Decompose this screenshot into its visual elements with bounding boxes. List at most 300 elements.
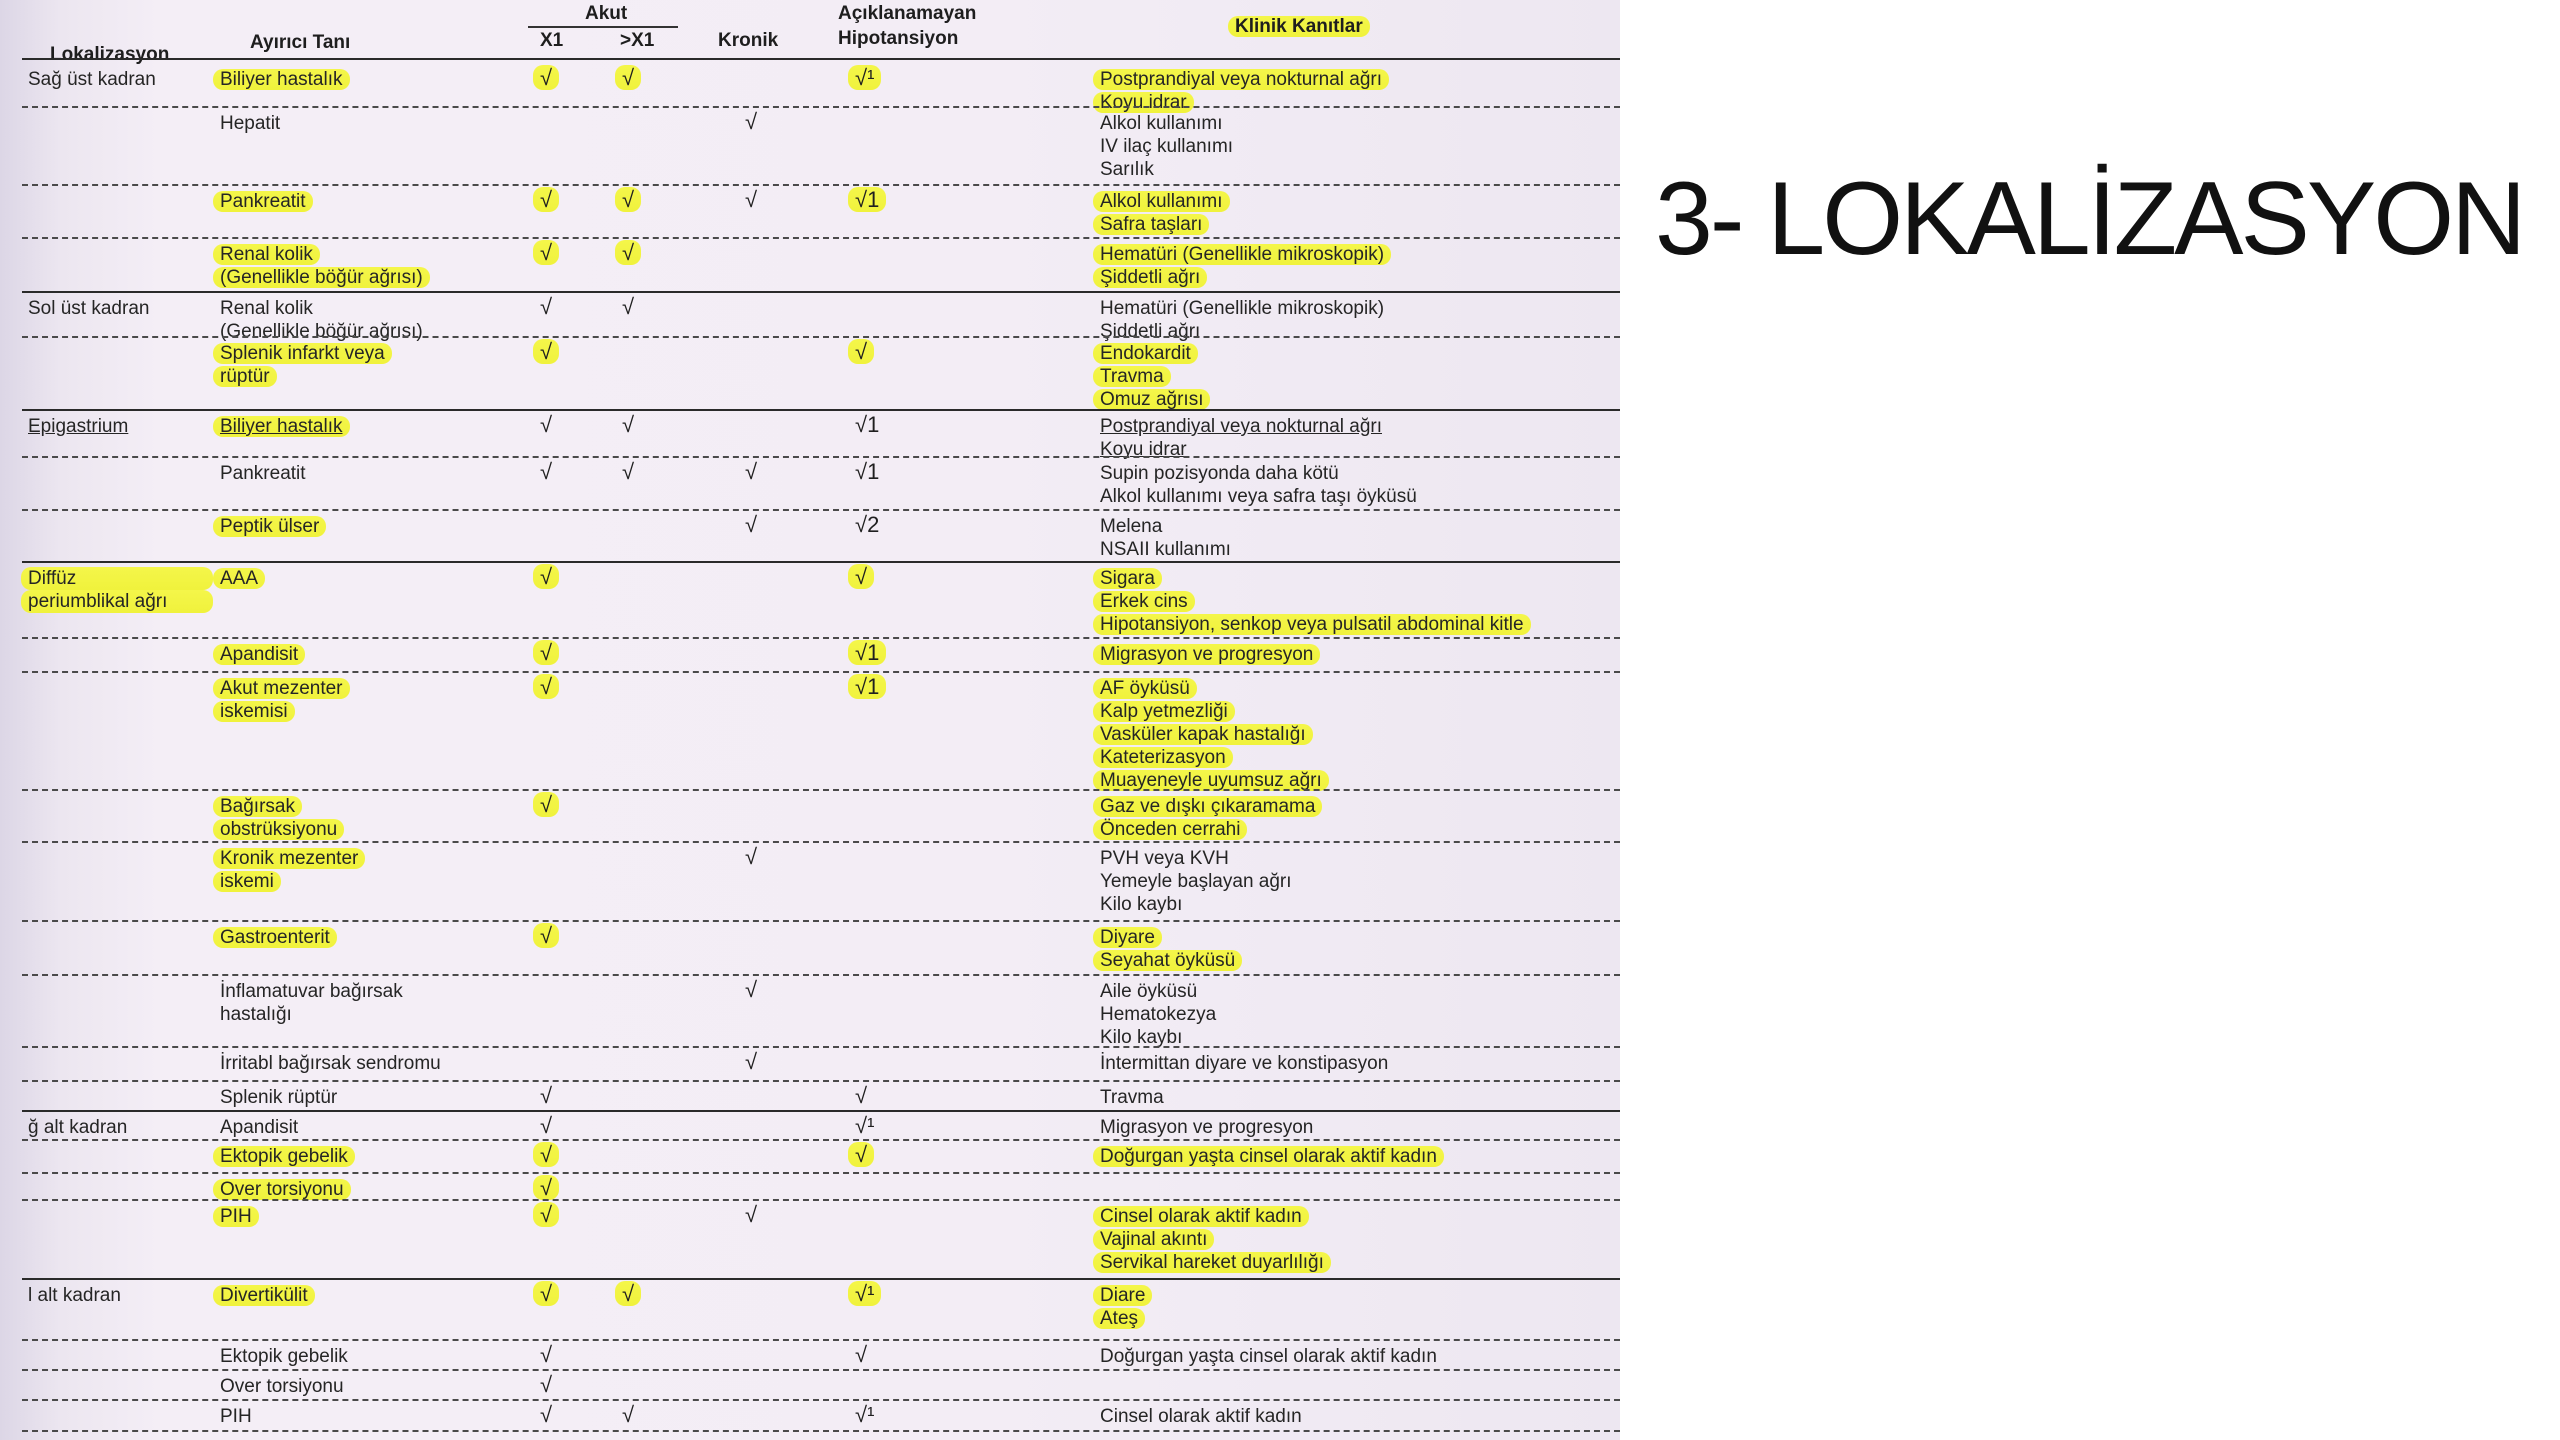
diagnosis-text: Kronik mezenter <box>213 848 365 869</box>
row-location <box>28 68 213 91</box>
row-divider <box>22 106 1620 108</box>
row-divider <box>22 920 1620 922</box>
row-divider <box>22 1199 1620 1201</box>
diagnosis-text: Divertikülit <box>213 1285 315 1306</box>
check-mark-text: √ <box>848 1142 874 1167</box>
header-kronik: Kronik <box>718 30 779 51</box>
row-clinical-evidence <box>1100 795 1620 841</box>
check-mark-text: √¹ <box>848 1281 881 1306</box>
check-mark-text: √ <box>615 240 641 265</box>
row-divider <box>22 1172 1620 1174</box>
row-clinical-evidence <box>1100 1205 1620 1274</box>
evidence-text: Aile öyküsü <box>1100 981 1198 1002</box>
evidence-text: Önceden cerrahi <box>1093 819 1247 840</box>
diagnosis-line <box>220 1086 550 1109</box>
check-mark-text: √ <box>745 187 758 212</box>
check-mark-hip <box>855 1281 881 1307</box>
row-location <box>28 297 213 320</box>
evidence-text: Kilo kaybı <box>1100 1027 1183 1048</box>
evidence-text: Sarılık <box>1100 159 1154 180</box>
check-mark-x1 <box>540 1281 559 1307</box>
location-line: periumblikal ağrı <box>21 590 213 613</box>
diagnosis-line <box>220 1405 550 1428</box>
check-mark-kr <box>745 109 757 135</box>
check-mark-text: √1 <box>848 187 886 212</box>
evidence-text: Endokardit <box>1093 343 1198 364</box>
check-mark-text: √ <box>533 564 559 589</box>
check-mark-text: √ <box>615 1281 641 1306</box>
evidence-line <box>1100 342 1620 365</box>
diagnosis-line <box>220 1375 550 1398</box>
row-clinical-evidence <box>1100 1345 1620 1368</box>
evidence-line <box>1100 980 1620 1003</box>
diagnosis-line <box>220 1052 550 1075</box>
evidence-text: IV ilaç kullanımı <box>1100 136 1234 157</box>
diagnosis-text: PIH <box>213 1206 259 1227</box>
evidence-text: Servikal hareket duyarlılığı <box>1093 1252 1331 1273</box>
row-divider <box>22 1139 1620 1141</box>
check-mark-text: √ <box>615 187 641 212</box>
evidence-line <box>1100 590 1620 613</box>
evidence-text: Safra taşları <box>1093 214 1209 235</box>
diagnosis-line <box>220 515 550 538</box>
evidence-line <box>1100 365 1620 388</box>
diagnosis-line <box>220 567 550 590</box>
evidence-line <box>1100 190 1620 213</box>
evidence-line <box>1100 677 1620 700</box>
row-diagnosis <box>220 1405 550 1428</box>
row-diagnosis <box>220 980 550 1026</box>
check-mark-text: √ <box>533 1202 559 1227</box>
diagnosis-text: Biliyer hastalık <box>213 69 350 90</box>
evidence-text: Diyare <box>1093 927 1162 948</box>
row-diagnosis <box>220 415 550 438</box>
evidence-text: Şiddetli ağrı <box>1093 267 1207 288</box>
check-mark-hip <box>855 412 879 438</box>
check-mark-text: √ <box>615 65 641 90</box>
evidence-text: Kilo kaybı <box>1100 894 1183 915</box>
row-location <box>28 1116 213 1139</box>
diagnosis-line <box>220 980 550 1003</box>
row-divider <box>22 671 1620 673</box>
location-line: Diffüz <box>21 567 213 590</box>
evidence-line <box>1100 893 1620 916</box>
row-diagnosis <box>220 342 550 388</box>
evidence-line <box>1100 795 1620 818</box>
evidence-line <box>1100 266 1620 289</box>
evidence-text: Seyahat öyküsü <box>1093 950 1242 971</box>
check-mark-text: √ <box>855 1342 868 1367</box>
evidence-line <box>1100 818 1620 841</box>
check-mark-kr <box>745 512 757 538</box>
check-mark-text: √ <box>533 923 559 948</box>
row-diagnosis <box>220 1178 550 1201</box>
row-divider <box>22 336 1620 338</box>
row-diagnosis <box>220 112 550 135</box>
check-mark-gx1 <box>622 412 634 438</box>
check-mark-text: √ <box>622 294 635 319</box>
evidence-line <box>1100 870 1620 893</box>
row-diagnosis <box>220 643 550 666</box>
header-ayirici-tani: Ayırıcı Tanı <box>250 32 351 53</box>
diagnosis-text: Pankreatit <box>220 463 306 484</box>
evidence-text: Postprandiyal veya nokturnal ağrı <box>1100 416 1382 437</box>
diagnosis-line <box>220 677 550 700</box>
evidence-text: Alkol kullanımı <box>1100 113 1223 134</box>
check-mark-gx1 <box>622 65 641 91</box>
evidence-text: AF öyküsü <box>1093 678 1197 699</box>
diagnosis-line <box>220 1145 550 1168</box>
evidence-text: NSAII kullanımı <box>1100 539 1231 560</box>
header-bottom-rule <box>22 58 1620 60</box>
row-divider <box>22 509 1620 511</box>
evidence-line <box>1100 91 1620 114</box>
row-clinical-evidence <box>1100 926 1620 972</box>
check-mark-x1 <box>540 1175 559 1201</box>
diagnosis-line <box>220 870 550 893</box>
evidence-line <box>1100 462 1620 485</box>
header-akut-rule <box>528 26 678 28</box>
check-mark-text: √ <box>848 339 874 364</box>
evidence-text: Migrasyon ve progresyon <box>1100 1117 1314 1138</box>
diagnosis-line <box>220 847 550 870</box>
diagnosis-text: Pankreatit <box>213 191 313 212</box>
row-location <box>28 1284 213 1307</box>
row-diagnosis <box>220 677 550 723</box>
evidence-text: Cinsel olarak aktif kadın <box>1100 1406 1302 1427</box>
row-divider <box>22 1278 1620 1280</box>
evidence-text: Migrasyon ve progresyon <box>1093 644 1320 665</box>
location-line: Epigastrium <box>28 416 129 437</box>
row-diagnosis <box>220 1375 550 1398</box>
check-mark-hip <box>855 640 886 666</box>
check-mark-text: √ <box>540 1402 553 1427</box>
diagnosis-line <box>220 462 550 485</box>
row-clinical-evidence <box>1100 567 1620 636</box>
row-divider <box>22 1430 1620 1432</box>
check-mark-x1 <box>540 459 552 485</box>
row-location <box>28 415 213 438</box>
check-mark-text: √ <box>745 977 758 1002</box>
evidence-text: Omuz ağrısı <box>1093 389 1210 410</box>
diagnosis-line <box>220 342 550 365</box>
check-mark-text: √ <box>533 339 559 364</box>
diagnosis-text: Gastroenterit <box>213 927 337 948</box>
check-mark-x1 <box>540 640 559 666</box>
check-mark-text: √1 <box>855 412 880 437</box>
evidence-text: Vasküler kapak hastalığı <box>1093 724 1313 745</box>
row-diagnosis <box>220 1345 550 1368</box>
row-divider <box>22 1110 1620 1112</box>
check-mark-x1 <box>540 792 559 818</box>
check-mark-text: √ <box>540 459 553 484</box>
diagnosis-line <box>220 926 550 949</box>
evidence-line <box>1100 1116 1620 1139</box>
evidence-text: Koyu idrar <box>1100 439 1187 460</box>
diagnosis-line <box>220 818 550 841</box>
check-mark-hip <box>855 674 886 700</box>
evidence-text: Cinsel olarak aktif kadın <box>1093 1206 1309 1227</box>
row-clinical-evidence <box>1100 1145 1620 1168</box>
diagnosis-text: Renal kolik <box>213 244 320 265</box>
check-mark-text: √ <box>533 792 559 817</box>
check-mark-x1 <box>540 1372 552 1398</box>
header-klinik-kanitlar <box>1235 16 1370 38</box>
evidence-text: Doğurgan yaşta cinsel olarak aktif kadın <box>1093 1146 1444 1167</box>
check-mark-text: √ <box>533 1142 559 1167</box>
evidence-line <box>1100 949 1620 972</box>
check-mark-text: √ <box>540 1113 553 1138</box>
evidence-text: Sigara <box>1093 568 1162 589</box>
evidence-line <box>1100 68 1620 91</box>
row-divider <box>22 1046 1620 1048</box>
row-diagnosis <box>220 1145 550 1168</box>
row-clinical-evidence <box>1100 643 1620 666</box>
diagnosis-text: Splenik rüptür <box>220 1087 338 1108</box>
evidence-line <box>1100 1205 1620 1228</box>
header-klinik-kanitlar-text: Klinik Kanıtlar <box>1228 16 1370 37</box>
evidence-text: Hematüri (Genellikle mikroskopik) <box>1093 244 1391 265</box>
evidence-text: Kateterizasyon <box>1093 747 1233 768</box>
evidence-text: İntermittan diyare ve konstipasyon <box>1100 1053 1389 1074</box>
diagnosis-line <box>220 1003 550 1026</box>
diagnosis-text: Akut mezenter <box>213 678 350 699</box>
check-mark-x1 <box>540 412 552 438</box>
check-mark-hip <box>855 1113 874 1139</box>
location-line: Sol üst kadran <box>28 298 150 319</box>
check-mark-text: √ <box>745 459 758 484</box>
check-mark-x1 <box>540 339 559 365</box>
check-mark-hip <box>855 1342 867 1368</box>
row-diagnosis <box>220 567 550 590</box>
row-clinical-evidence <box>1100 847 1620 916</box>
check-mark-text: √ <box>533 674 559 699</box>
header-gt-x1: >X1 <box>620 30 655 51</box>
row-clinical-evidence <box>1100 1086 1620 1109</box>
evidence-line <box>1100 723 1620 746</box>
row-clinical-evidence <box>1100 243 1620 289</box>
evidence-text: Ateş <box>1093 1308 1145 1329</box>
row-divider <box>22 974 1620 976</box>
check-mark-x1 <box>540 240 559 266</box>
row-clinical-evidence <box>1100 342 1620 411</box>
check-mark-text: √ <box>745 109 758 134</box>
row-divider <box>22 237 1620 239</box>
check-mark-text: √ <box>540 412 553 437</box>
row-divider <box>22 1080 1620 1082</box>
evidence-line <box>1100 1284 1620 1307</box>
evidence-line <box>1100 135 1620 158</box>
row-diagnosis <box>220 243 550 289</box>
check-mark-x1 <box>540 923 559 949</box>
check-mark-hip <box>855 564 874 590</box>
diagnosis-text: iskemi <box>213 871 281 892</box>
check-mark-x1 <box>540 1402 552 1428</box>
row-divider <box>22 637 1620 639</box>
evidence-line <box>1100 158 1620 181</box>
check-mark-text: √ <box>533 65 559 90</box>
evidence-text: Melena <box>1100 516 1163 537</box>
check-mark-x1 <box>540 294 552 320</box>
row-diagnosis <box>220 926 550 949</box>
check-mark-hip <box>855 1083 867 1109</box>
evidence-line <box>1100 1228 1620 1251</box>
row-divider <box>22 291 1620 293</box>
diagnosis-text: Peptik ülser <box>213 516 326 537</box>
check-mark-text: √¹ <box>848 65 881 90</box>
check-mark-hip <box>855 459 879 485</box>
evidence-text: Şiddetli ağrı <box>1100 321 1201 342</box>
header-x1: X1 <box>540 30 564 51</box>
diagnosis-line <box>220 1116 550 1139</box>
row-clinical-evidence <box>1100 677 1620 792</box>
check-mark-text: √ <box>622 1402 635 1427</box>
row-diagnosis <box>220 1284 550 1307</box>
evidence-line <box>1100 1251 1620 1274</box>
check-mark-hip <box>855 1142 874 1168</box>
check-mark-x1 <box>540 187 559 213</box>
diagnosis-text: İrritabl bağırsak sendromu <box>220 1053 441 1074</box>
diagnosis-line <box>220 365 550 388</box>
diagnosis-text: AAA <box>213 568 265 589</box>
diagnosis-line <box>220 415 550 438</box>
row-diagnosis <box>220 515 550 538</box>
evidence-line <box>1100 1405 1620 1428</box>
evidence-text: Gaz ve dışkı çıkaramama <box>1093 796 1322 817</box>
check-mark-text: √ <box>745 844 758 869</box>
evidence-line <box>1100 243 1620 266</box>
check-mark-hip <box>855 187 886 213</box>
diagnosis-line <box>220 700 550 723</box>
row-diagnosis <box>220 190 550 213</box>
diagnosis-line <box>220 795 550 818</box>
diagnosis-text: Ektopik gebelik <box>220 1346 348 1367</box>
row-clinical-evidence <box>1100 1116 1620 1139</box>
check-mark-x1 <box>540 1342 552 1368</box>
evidence-text: PVH veya KVH <box>1100 848 1229 869</box>
check-mark-text: √ <box>540 1083 553 1108</box>
diagnosis-text: Ektopik gebelik <box>213 1146 355 1167</box>
row-diagnosis <box>220 1052 550 1075</box>
diagnosis-text: Renal kolik <box>220 298 313 319</box>
evidence-line <box>1100 320 1620 343</box>
row-location <box>28 567 213 613</box>
evidence-line <box>1100 700 1620 723</box>
row-clinical-evidence <box>1100 415 1620 461</box>
check-mark-text: √2 <box>855 512 880 537</box>
check-mark-kr <box>745 187 757 213</box>
row-diagnosis <box>220 462 550 485</box>
check-mark-gx1 <box>622 187 641 213</box>
row-diagnosis <box>220 1205 550 1228</box>
evidence-line <box>1100 1345 1620 1368</box>
evidence-text: Alkol kullanımı veya safra taşı öyküsü <box>1100 486 1417 507</box>
evidence-line <box>1100 746 1620 769</box>
evidence-text: Vajinal akıntı <box>1093 1229 1214 1250</box>
diagnosis-text: hastalığı <box>220 1004 292 1025</box>
evidence-line <box>1100 297 1620 320</box>
diagnosis-text: obstrüksiyonu <box>213 819 344 840</box>
evidence-text: Travma <box>1100 1087 1164 1108</box>
diagnosis-line <box>220 243 550 266</box>
diagnosis-text: (Genellikle böğür ağrısı) <box>213 267 430 288</box>
check-mark-hip <box>855 512 879 538</box>
evidence-text: Doğurgan yaşta cinsel olarak aktif kadın <box>1100 1346 1437 1367</box>
diagnosis-text: rüptür <box>213 366 277 387</box>
evidence-text: Alkol kullanımı <box>1093 191 1230 212</box>
header-hipotansiyon: Hipotansiyon <box>838 28 959 49</box>
diagnosis-text: İnflamatuvar bağırsak <box>220 981 403 1002</box>
check-mark-text: √ <box>533 1175 559 1200</box>
row-diagnosis <box>220 847 550 893</box>
evidence-text: Kalp yetmezliği <box>1093 701 1235 722</box>
check-mark-gx1 <box>622 240 641 266</box>
check-mark-gx1 <box>622 294 634 320</box>
row-divider <box>22 1399 1620 1401</box>
check-mark-text: √1 <box>848 674 886 699</box>
check-mark-gx1 <box>622 459 634 485</box>
location-line: ğ alt kadran <box>28 1117 128 1138</box>
check-mark-text: √1 <box>848 640 886 665</box>
check-mark-gx1 <box>622 1281 641 1307</box>
row-diagnosis <box>220 795 550 841</box>
check-mark-kr <box>745 1202 757 1228</box>
row-clinical-evidence <box>1100 515 1620 561</box>
evidence-line <box>1100 485 1620 508</box>
check-mark-text: √¹ <box>855 1113 875 1138</box>
check-mark-text: √ <box>533 187 559 212</box>
evidence-line <box>1100 1145 1620 1168</box>
row-clinical-evidence <box>1100 190 1620 236</box>
diagnosis-line <box>220 1178 550 1201</box>
evidence-line <box>1100 1086 1620 1109</box>
evidence-line <box>1100 1052 1620 1075</box>
check-mark-x1 <box>540 1113 552 1139</box>
evidence-line <box>1100 415 1620 438</box>
check-mark-text: √ <box>622 412 635 437</box>
diagnosis-line <box>220 1205 550 1228</box>
diagnosis-text: Over torsiyonu <box>220 1376 344 1397</box>
evidence-text: Diare <box>1093 1285 1152 1306</box>
row-divider <box>22 561 1620 563</box>
evidence-line <box>1100 112 1620 135</box>
evidence-text: Yemeyle başlayan ağrı <box>1100 871 1292 892</box>
diagnosis-line <box>220 190 550 213</box>
evidence-text: Hematokezya <box>1100 1004 1217 1025</box>
check-mark-text: √ <box>745 1049 758 1074</box>
evidence-text: Muayeneyle uyumsuz ağrı <box>1093 770 1329 791</box>
check-mark-gx1 <box>622 1402 634 1428</box>
check-mark-hip <box>855 65 881 91</box>
row-divider <box>22 1339 1620 1341</box>
row-clinical-evidence <box>1100 462 1620 508</box>
evidence-line <box>1100 538 1620 561</box>
evidence-line <box>1100 388 1620 411</box>
slide-title: 3- LOKALİZASYON <box>1655 161 2524 277</box>
evidence-line <box>1100 1307 1620 1330</box>
row-divider <box>22 841 1620 843</box>
diagnosis-line <box>220 266 550 289</box>
check-mark-text: √ <box>745 1202 758 1227</box>
evidence-line <box>1100 567 1620 590</box>
check-mark-text: √ <box>540 1342 553 1367</box>
diagnosis-text: Over torsiyonu <box>213 1179 351 1200</box>
location-line: Sağ üst kadran <box>28 69 156 90</box>
check-mark-x1 <box>540 1142 559 1168</box>
evidence-line <box>1100 213 1620 236</box>
evidence-line <box>1100 1003 1620 1026</box>
check-mark-kr <box>745 459 757 485</box>
